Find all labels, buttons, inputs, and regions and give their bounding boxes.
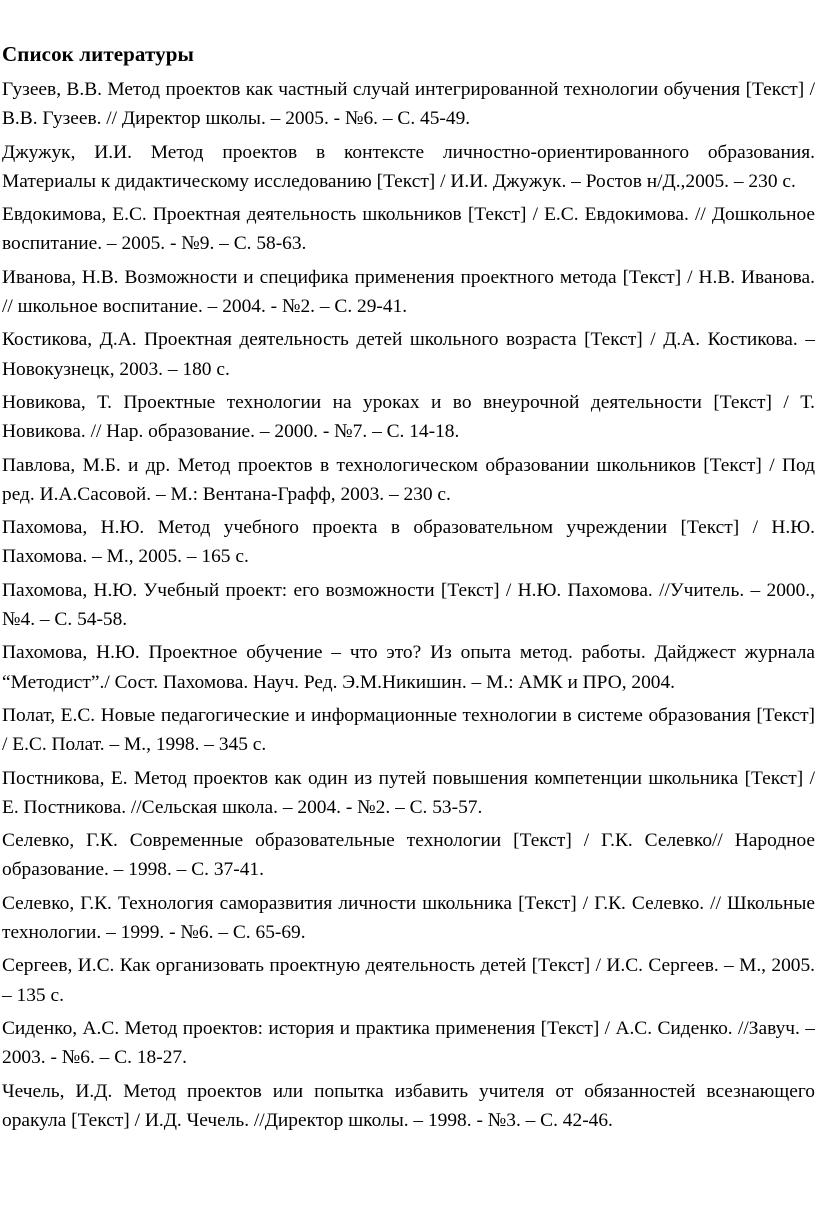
- bibliography-entry: Пахомова, Н.Ю. Метод учебного проекта в образовательном учреждении [Текст] / Н.Ю. Пахомова. – М., 2005. – 165 с.: [2, 517, 815, 568]
- bibliography-list: [2, 75, 815, 1135]
- bibliography-entry: Новикова, Т. Проектные технологии на уроках и во внеурочной деятельности [Текст] / Т. Новикова. // Нар. образование. – 2000. - №7. – С. 14-18.: [2, 391, 815, 443]
- bibliography-entry: Селевко, Г.К. Современные образовательные технологии [Текст] / Г.К. Селевко// Народное образование. – 1998. – С. 37-41.: [2, 830, 815, 881]
- bibliography-entry: Пахомова, Н.Ю. Учебный проект: его возможности [Текст] / Н.Ю. Пахомова. //Учитель. – 2000., №4. – С. 54-58.: [2, 579, 815, 631]
- bibliography-entry: Чечель, И.Д. Метод проектов или попытка избавить учителя от обязанностей всезнающего оракула [Текст] / И.Д. Чечель. //Директор школы. – 1998. - №3. – С. 42-46.: [2, 1080, 815, 1131]
- bibliography-entry: Полат, Е.С. Новые педагогические и информационные технологии в системе образования [Текст] / Е.С. Полат. – М., 1998. – 345 с.: [2, 704, 815, 756]
- bibliography-entry: Джужук, И.И. Метод проектов в контексте личностно-ориентированного образования. Материалы к дидактическому исследованию [Текст] / И.И. Джужук. – Ростов н/Д.,2005. – 230 с.: [2, 141, 815, 192]
- bibliography-entry: Евдокимова, Е.С. Проектная деятельность школьников [Текст] / Е.С. Евдокимова. // Дошкольное воспитание. – 2005. - №9. – С. 58-63.: [2, 204, 815, 255]
- bibliography-entry: Костикова, Д.А. Проектная деятельность детей школьного возраста [Текст] / Д.А. Костикова. – Новокузнецк, 2003. – 180 с.: [2, 329, 815, 380]
- bibliography-entry: Селевко, Г.К. Технология саморазвития личности школьника [Текст] / Г.К. Селевко. // Школьные технологии. – 1999. - №6. – С. 65-69.: [2, 892, 815, 944]
- bibliography-entry: Сиденко, А.С. Метод проектов: история и практика применения [Текст] / А.С. Сиденко. //Завуч. – 2003. - №6. – С. 18-27.: [2, 1017, 815, 1069]
- bibliography-entry: Гузеев, В.В. Метод проектов как частный случай интегрированной технологии обучения [Текст] / В.В. Гузеев. // Директор школы. – 2005. - №6. – С. 45-49.: [2, 79, 815, 130]
- page-title: Список литературы: [2, 42, 195, 66]
- bibliography-entry: Постникова, Е. Метод проектов как один из путей повышения компетенции школьника [Текст] / Е. Постникова. //Сельская школа. – 2004. - №2. – С. 53-57.: [2, 767, 815, 818]
- bibliography-entry: Иванова, Н.В. Возможности и специфика применения проектного метода [Текст] / Н.В. Иванова. // школьное воспитание. – 2004. - №2. – С. 29-41.: [2, 266, 815, 318]
- bibliography-entry: Сергеев, И.С. Как организовать проектную деятельность детей [Текст] / И.С. Сергеев. – М., 2005. – 135 с.: [2, 955, 815, 1006]
- bibliography-entry: Павлова, М.Б. и др. Метод проектов в технологическом образовании школьников [Текст] / Под ред. И.А.Сасовой. – М.: Вентана-Графф, 2003. – 230 с.: [2, 454, 815, 505]
- bibliography-entry: Пахомова, Н.Ю. Проектное обучение – что это? Из опыта метод. работы. Дайджест журнала “Методист”./ Сост. Пахомова. Науч. Ред. Э.М.Никишин. – М.: АМК и ПРО, 2004.: [2, 642, 815, 693]
